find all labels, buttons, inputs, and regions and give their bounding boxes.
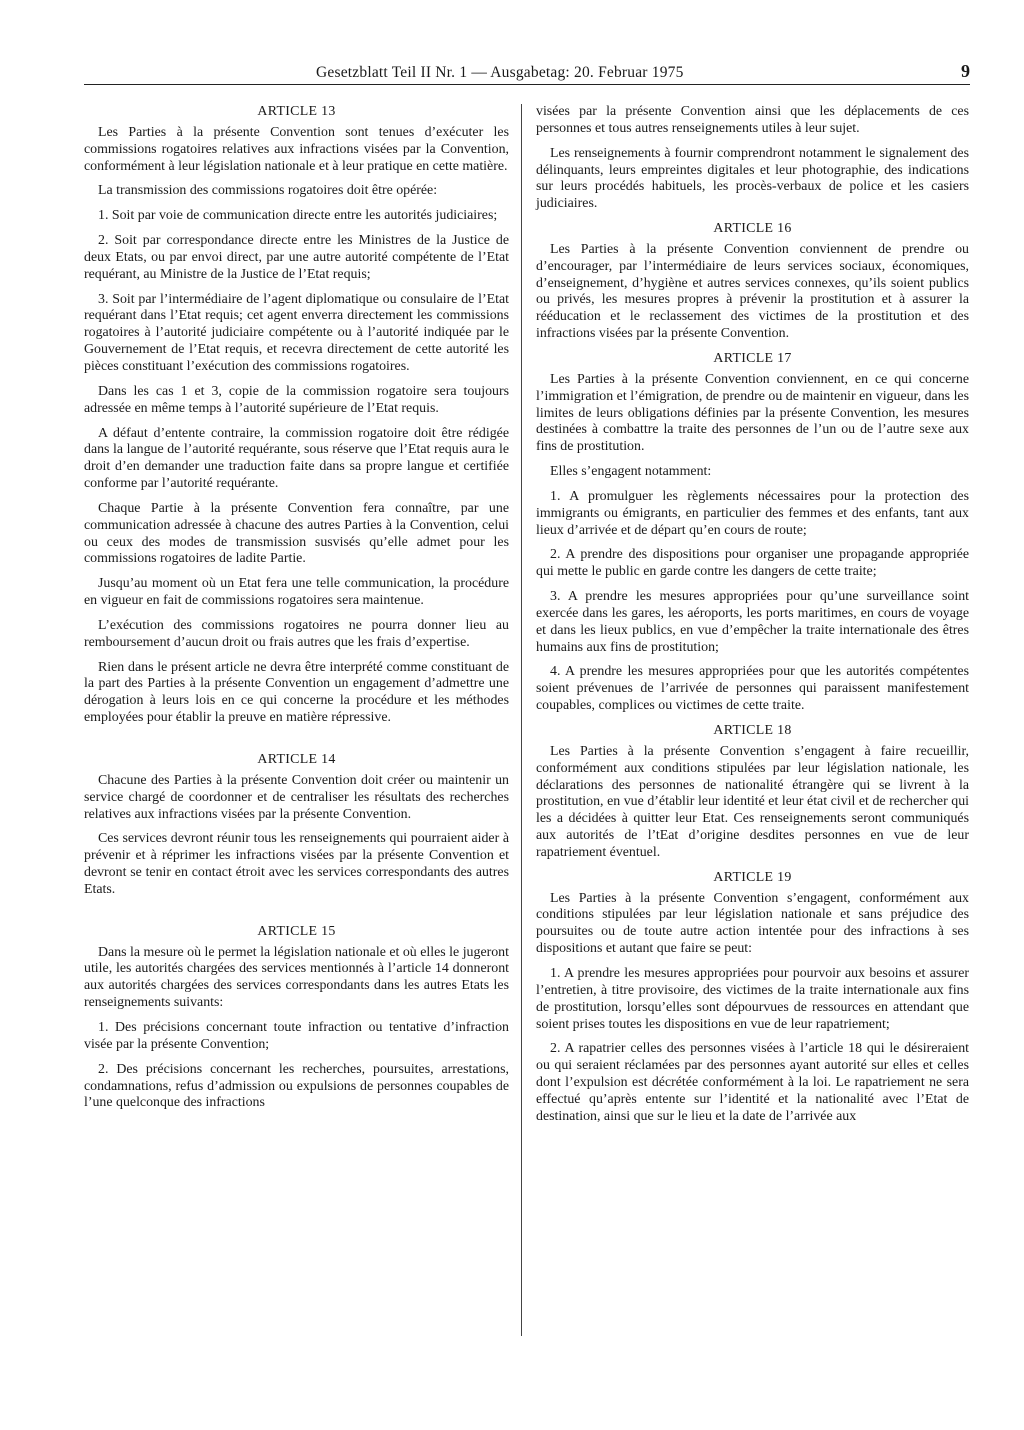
article-18 [536,723,969,862]
paragraph: Les Parties à la présente Convention conviennent, en ce qui concerne l’immigration et l’émigration, de prendre ou de maintenir en vigueur, dans les limites de leurs obligations définies par la présente Convention, les mesures destinées à combattre la traite des personnes de l’un ou de l’autre sexe aux fins de prostitution. [536,371,969,455]
paragraph: 1. A prendre les mesures appropriées pour pourvoir aux besoins et assurer l’entretien, à titre provisoire, des victimes de la traite internationale aux fins de prostitution, lorsqu’elles sont dépourvues de ressources en attendant que soient prises toutes les dispositions en vue de leur rapatriement; [536,965,969,1032]
paragraph: 4. A prendre les mesures appropriées pour que les autorités compétentes soient prévenues de l’arrivée de personnes qui paraissent manifestement coupables, complices ou victimes de cette traite. [536,664,969,714]
paragraph: 1. Des précisions concernant toute infraction ou tentative d’infraction visée par la présente Convention; [84,1019,509,1052]
paragraph: Jusqu’au moment où un Etat fera une telle communication, la procédure en vigueur en fait de commissions rogatoires sera maintenue. [84,576,509,609]
article-heading: ARTICLE 14 [257,752,336,767]
header-title: Gesetzblatt Teil II Nr. 1 — Ausgabetag: 20. Februar 1975 [316,64,684,81]
article-16 [536,221,969,343]
article-17 [536,351,969,715]
paragraph: La transmission des commissions rogatoires doit être opérée: [98,183,438,199]
article-heading: ARTICLE 19 [713,869,792,885]
page-number: 9 [961,61,970,81]
article-heading: ARTICLE 15 [257,923,336,939]
article-14 [84,752,509,899]
article-heading: ARTICLE 16 [713,221,792,237]
article-13 [84,104,509,727]
right-column [536,104,969,1134]
paragraph: Les Parties à la présente Convention conviennent de prendre ou d’encourager, par l’intermédiaire de leurs services sociaux, économiques, d’enseignement, d’hygiène et autres services connexes, qu’ils soient publics ou privés, les mesures propres à prévenir la prostitution et à assurer la rééducation et le reclassement des victimes de la prostitution et des infractions visées par la présente Convention. [536,241,969,342]
article-15-continued [536,104,969,213]
left-column [84,104,509,1120]
paragraph: 1. A promulguer les règlements nécessaires pour la protection des immigrants ou émigrants, en particulier des femmes et des enfants, tant aux lieux d’arrivée et de départ qu’en cours de route; [536,488,969,538]
paragraph: visées par la présente Convention ainsi que les déplacements de ces personnes et tous autres renseignements utiles à leur sujet. [536,104,969,136]
header-rule [84,84,970,85]
column-divider [521,104,522,1336]
page-header [84,62,970,86]
paragraph: 2. Des précisions concernant les recherches, poursuites, arrestations, condamnations, refus d’admission ou expulsions de personnes coupables de l’une quelconque des infractions [84,1061,509,1111]
paragraph: Elles s’engagent notamment: [550,464,712,480]
paragraph: Chaque Partie à la présente Convention fera connaître, par une communication adressée à chacune des autres Parties à la Convention, celui ou ceux des modes de transmission susvisés qu’elle admet pour les commissions rogatoires de ladite Partie. [84,500,509,567]
paragraph: Les Parties à la présente Convention sont tenues d’exécuter les commissions rogatoires relatives aux infractions visées par la Convention, conformément à leur législation nationale et à leur pratique en cette matière. [84,124,509,174]
paragraph: 2. A prendre des dispositions pour organiser une propagande appropriée qui mette le public en garde contre les dangers de cette traite; [536,547,969,580]
paragraph: Les Parties à la présente Convention s’engagent à faire recueillir, conformément aux conditions stipulées par leur législation nationale, les déclarations des personnes de nationalité étrangère qui se livrent à la prostitution, en vue d’établir leur identité et leur état civil et de rechercher qui les a décidées à quitter leur Etat. Ces renseignements seront communiqués aux autorités de l’tEat d’origine desdites personnes en vue de leur rapatriement éventuel. [536,743,969,860]
paragraph: 3. A prendre les mesures appropriées pour qu’une surveillance soint exercée dans les gares, les aéroports, les ports maritimes, en cours de voyage et dans les lieux publics, en vue d’empêcher la traite internationale des êtres humains aux fins de prostitution; [536,589,969,655]
paragraph: Dans les cas 1 et 3, copie de la commission rogatoire sera toujours adressée en même temps à l’autorité supérieure de l’Etat requis. [84,383,509,416]
paragraph: Les Parties à la présente Convention s’engagent, conformément aux conditions stipulées par leur législation nationale et sans préjudice des poursuites ou de toute autre action intentée pour des infractions à ses dispositions et autant que faire se peut: [536,890,969,957]
paragraph: Ces services devront réunir tous les renseignements qui pourraient aider à prévenir et à réprimer les infractions visées par la présente Convention et devront se tenir en contact étroit avec les services correspondants des autres Etats. [84,831,509,897]
paragraph: Rien dans le présent article ne devra être interprété comme constituant de la part des Parties à la présente Convention un engagement d’admettre une dérogation à leurs lois en ce qui concerne la procédure et les méthodes employées pour établir la preuve en matière répressive. [84,659,509,726]
article-19 [536,870,969,1126]
paragraph: Chacune des Parties à la présente Convention doit créer ou maintenir un service chargé de coordonner et de centraliser les résultats des recherches relatives aux infractions visées par la présente Convention. [84,772,509,822]
paragraph: A défaut d’entente contraire, la commission rogatoire doit être rédigée dans la langue de l’autorité requérante, sous réserve que l’Etat requis aura le droit d’en demander une traduction faite dans sa propre langue et certifiée conforme par l’autorité requérante. [84,425,509,492]
paragraph: 2. Soit par correspondance directe entre les Ministres de la Justice de deux Etats, ou par envoi direct, par une autre autorité compétente de l’Etat requérant, au Ministre de la Justice de l’Etat requis; [84,233,509,282]
article-heading: ARTICLE 13 [257,104,336,119]
paragraph: Les renseignements à fournir comprendront notamment le signalement des délinquants, leurs empreintes digitales et leur photographie, des indications sur leurs procédés habituels, les procès-verbaux de police et les casiers judiciaires. [536,145,969,212]
article-heading: ARTICLE 17 [713,350,792,366]
article-heading: ARTICLE 18 [713,723,792,738]
paragraph: 2. A rapatrier celles des personnes visées à l’article 18 qui le désireraient ou qui seraient réclamées par des personnes ayant autorité sur elles et celles dont l’expulsion est décrétée conformément à la loi. Le rapatriement ne sera effectué qu’après entente sur l’identité et la nationalité avec l’Etat de destination, ainsi que sur le lieu et la date de l’arrivée aux [536,1041,969,1124]
paragraph: L’exécution des commissions rogatoires ne pourra donner lieu au remboursement d’aucun droit ou frais autres que les frais d’expertise. [84,617,509,650]
paragraph: 3. Soit par l’intermédiaire de l’agent diplomatique ou consulaire de l’Etat requérant dans l’Etat requis; cet agent enverra directement les commissions rogatoires à l’autorité judiciaire compétente ou à l’autorité indiquée par le Gouvernement de l’Etat requis, et recevra directement de cette autorité les pièces constituant l’exécution des commissions rogatoires. [84,291,509,374]
paragraph: Dans la mesure où le permet la législation nationale et où elles le jugeront utile, les autorités chargées des services mentionnés à l’article 14 donneront aux autorités chargées des services correspondants dans les autres Etats les renseignements suivants: [84,944,509,1011]
article-15 [84,924,509,1112]
paragraph: 1. Soit par voie de communication directe entre les autorités judiciaires; [98,208,498,224]
